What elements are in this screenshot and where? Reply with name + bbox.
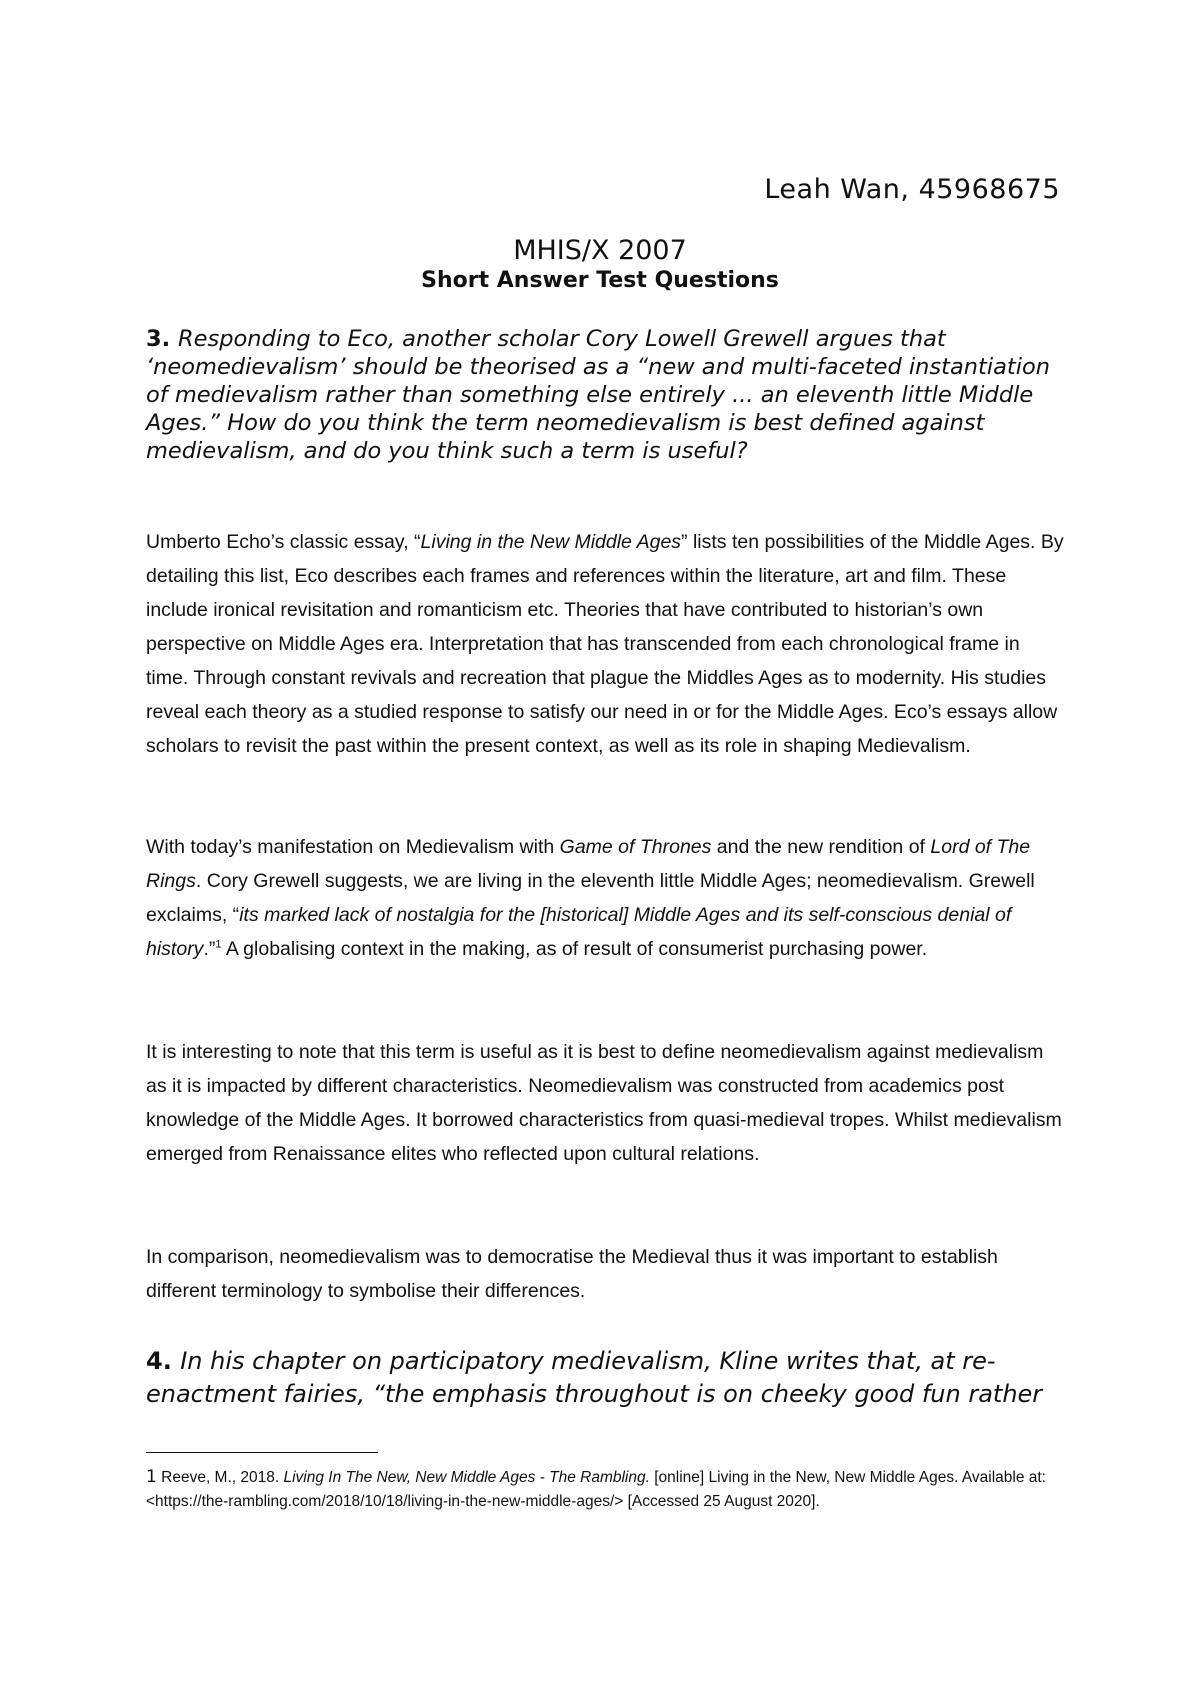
- footnote-text-c: [online] Living in the New, New Middle Ages. Available at: <https://the-rambling.com/2018/10/18/living-in-the-new-middle-ages/> [Accessed 25 August 2020].: [146, 1469, 1046, 1510]
- answer-paragraph-2: [146, 830, 1066, 966]
- answer-paragraph-4: In comparison, neomedievalism was to democratise the Medieval thus it was important to establish different terminology to symbolise their differences.: [146, 1246, 998, 1302]
- document-subtitle: Short Answer Test Questions: [421, 268, 779, 293]
- question-4: 4. In his chapter on participatory medievalism, Kline writes that, at re-enactment fairies, “the emphasis throughout is on cheeky good fun rather: [146, 1347, 1043, 1408]
- answer-paragraph-3: It is interesting to note that this term is useful as it is best to define neomedievalism against medievalism as it is impacted by different characteristics. Neomedievalism was constructed from academics post knowledge of the Middle Ages. It borrowed characteristics from quasi-medieval tropes. Whilst medievalism emerged from Renaissance elites who reflected upon cultural relations.: [146, 1041, 1062, 1165]
- paragraph-1-text-c: ” lists ten possibilities of the Middle Ages. By detailing this list, Eco describes each frames and references within the literature, art and film. These include ironical revisitation and romanticism etc. Theories that have contributed to historian’s own perspective on Middle Ages era. Interpretation that has transcended from each chronological frame in time. Through constant revivals and recreation that plague the Middles Ages as to modernity. His studies reveal each theory as a studied response to satisfy our need in or for the Middle Ages. Eco’s essays allow scholars to revisit the past within the present context, as well as its role in shaping Medievalism.: [146, 531, 1064, 757]
- question-3-number: 3: [146, 326, 162, 352]
- footnote-source-title: Living In The New, New Middle Ages - The Rambling.: [283, 1469, 650, 1486]
- course-code: MHIS/X 2007: [513, 235, 687, 266]
- paragraph-2-text-c: and the new rendition of: [711, 836, 931, 858]
- footnote-separator: [146, 1452, 378, 1453]
- paragraph-2-text-g: .”: [203, 938, 216, 960]
- author-line: Leah Wan, 45968675: [764, 174, 1060, 205]
- question-4-text: In his chapter on participatory medievalism, Kline writes that, at re-enactment fairies, “the emphasis throughout is on cheeky good fun rather: [146, 1347, 1043, 1408]
- paragraph-2-text-h: A globalising context in the making, as of result of consumerist purchasing power.: [221, 938, 928, 960]
- question-3-text: Responding to Eco, another scholar Cory Lowell Grewell argues that ‘neomedievalism’ should be theorised as a “new and multi-faceted instantiation of medievalism rather than something else entirely ... an eleventh little Middle Ages.” How do you think the term neomedievalism is best defined against medievalism, and do you think such a term is useful?: [146, 326, 1050, 464]
- footnote: [146, 1465, 1066, 1514]
- footnote-text-a: Reeve, M., 2018.: [156, 1469, 284, 1486]
- paragraph-2-text-a: With today’s manifestation on Medievalism with: [146, 836, 560, 858]
- paragraph-1-text-a: Umberto Echo’s classic essay, “: [146, 531, 421, 553]
- title-lord-of-the-rings: Lord of The Rings: [146, 836, 1031, 892]
- paragraph-2-text-e: . Cory Grewell suggests, we are living in the eleventh little Middle Ages; neomedievalism. Grewell exclaims, “: [146, 870, 1035, 926]
- grewell-quote: its marked lack of nostalgia for the [historical] Middle Ages and its self-conscious denial of history: [146, 904, 1012, 960]
- footnote-number: 1: [146, 1467, 157, 1487]
- footnote-reference: 1: [215, 938, 222, 951]
- title-game-of-thrones: Game of Thrones: [559, 836, 712, 858]
- question-3: 3. Responding to Eco, another scholar Cory Lowell Grewell argues that ‘neomedievalism’ should be theorised as a “new and multi-faceted instantiation of medievalism rather than something else entirely ... an eleventh little Middle Ages.” How do you think the term neomedievalism is best defined against medievalism, and do you think such a term is useful?: [146, 326, 1050, 464]
- answer-paragraph-1: [146, 525, 1066, 763]
- question-4-number: 4: [146, 1347, 163, 1375]
- essay-title: Living in the New Middle Ages: [420, 531, 682, 553]
